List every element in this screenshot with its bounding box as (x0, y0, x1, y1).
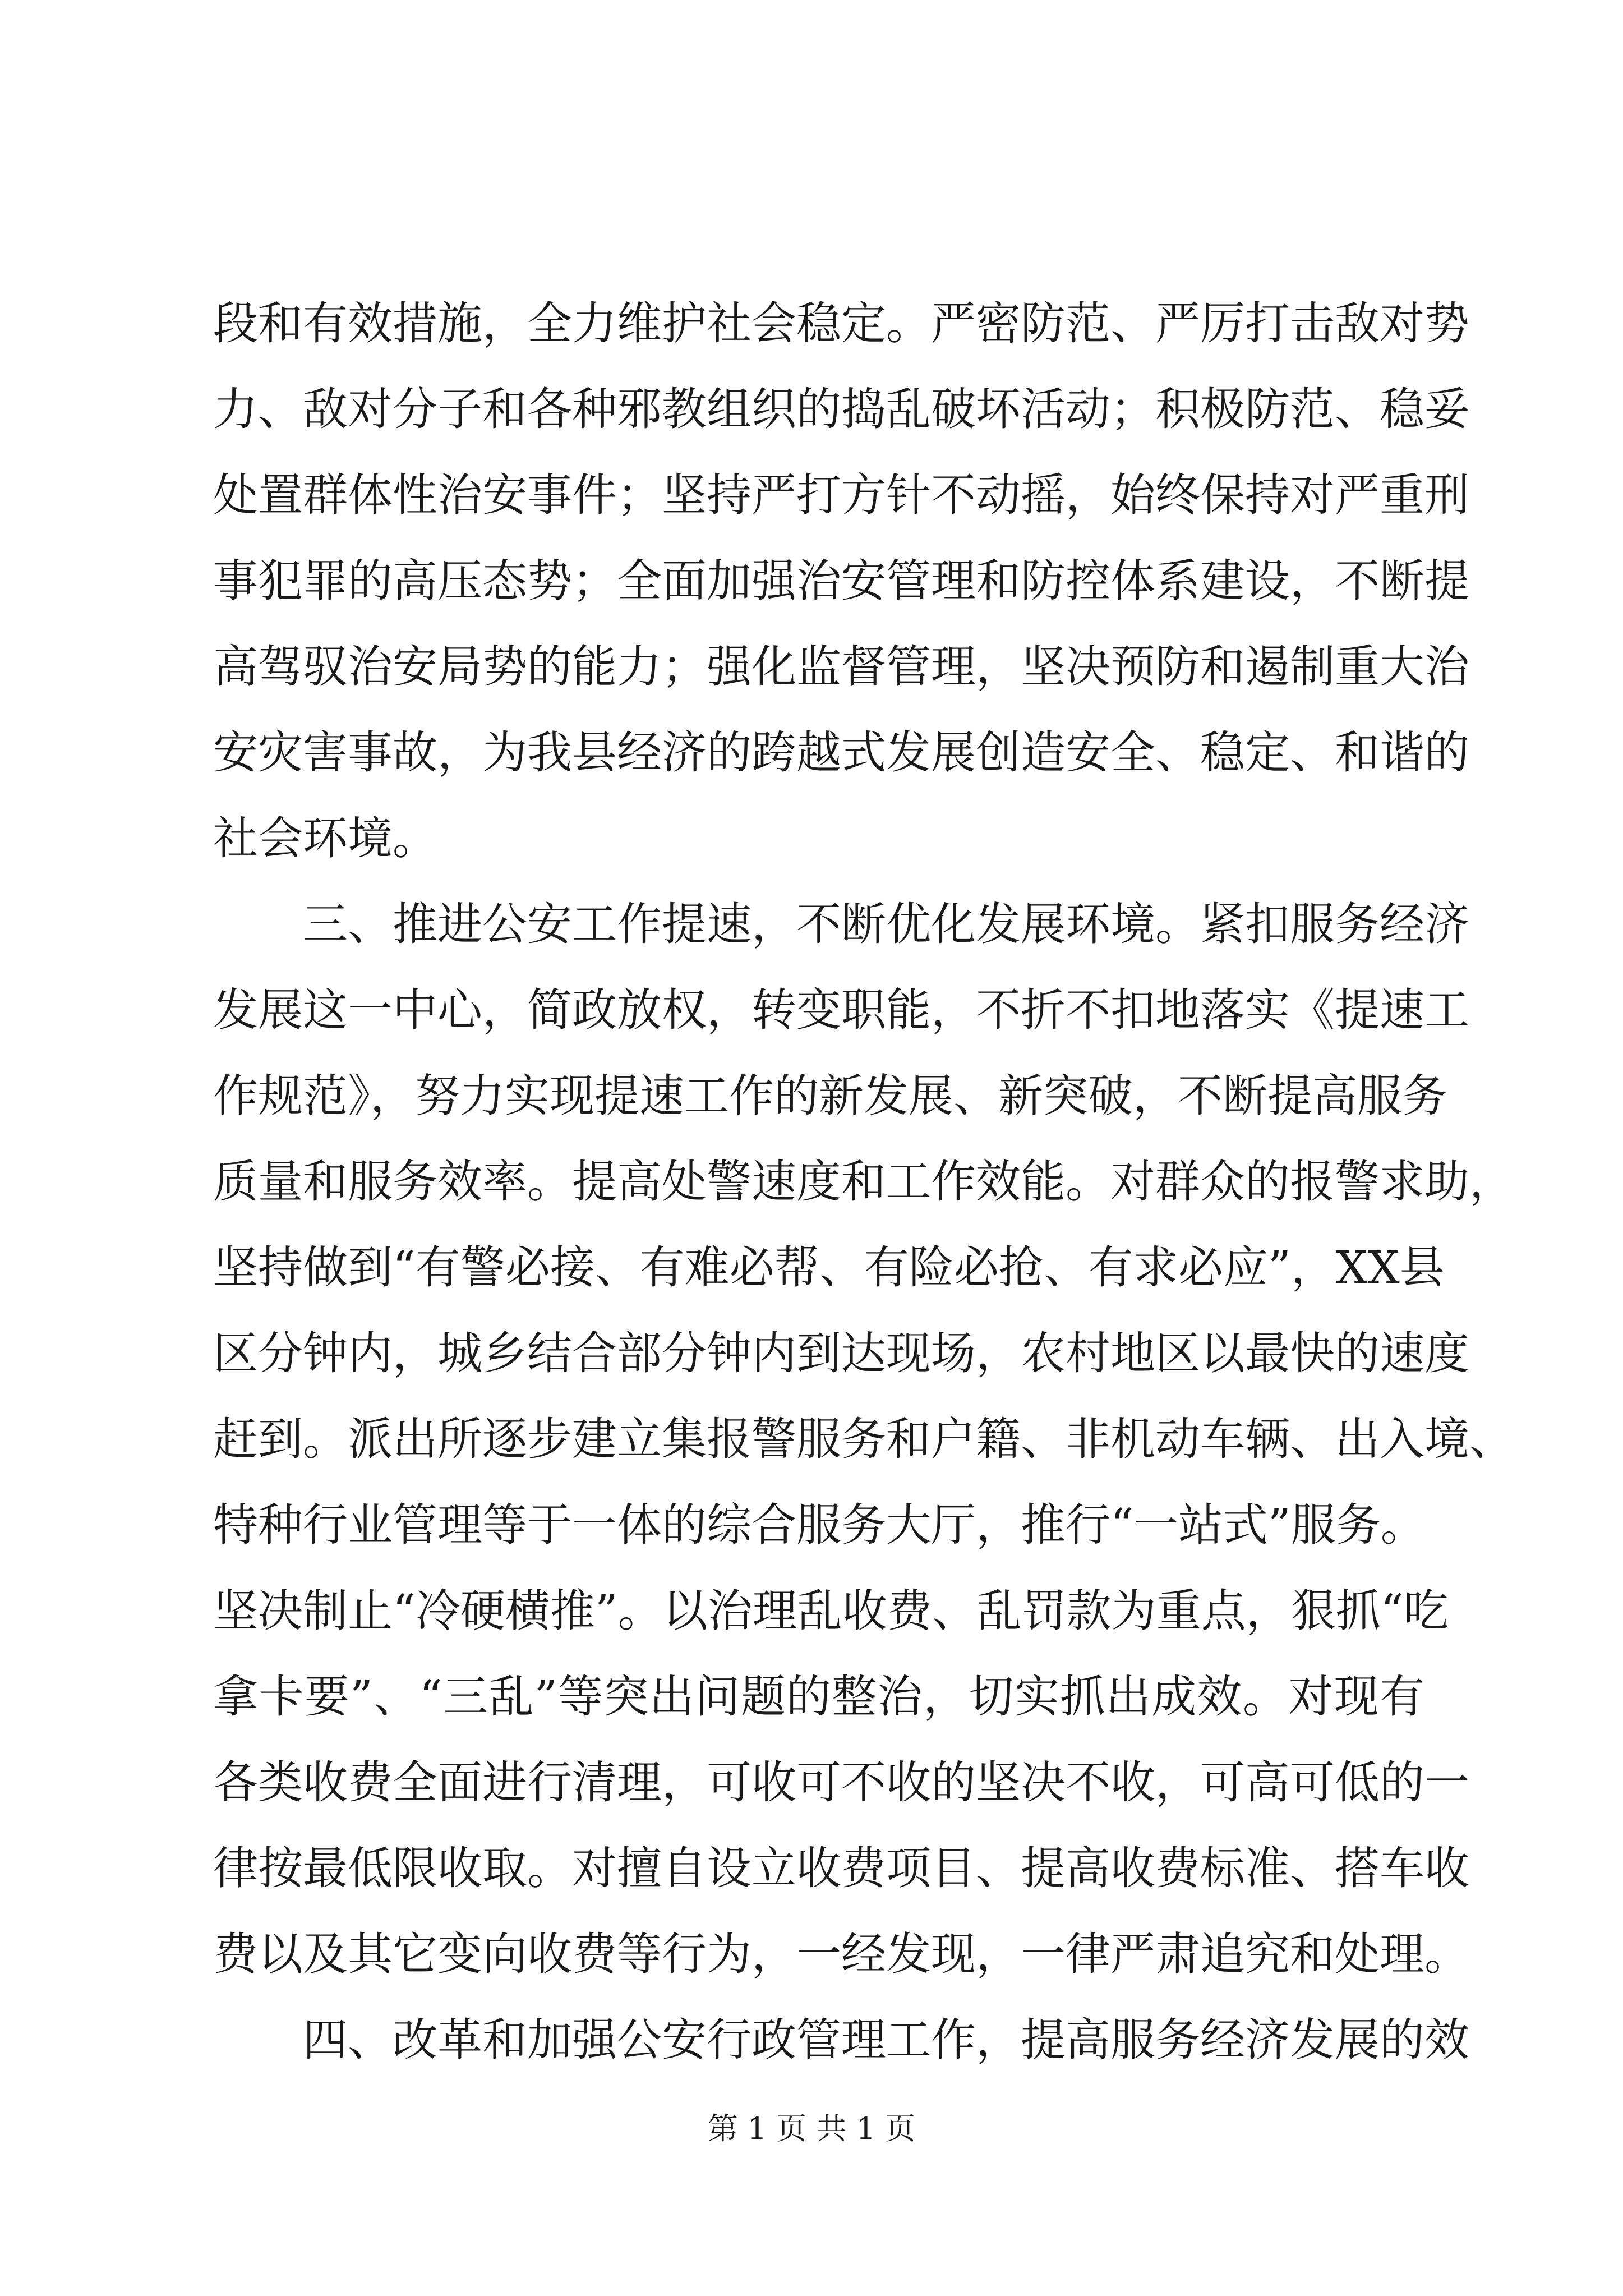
paragraph-2-line-10: 拿卡要”、“三乱”等突出问题的整治，切实抓出成效。对现有 (213, 1671, 1424, 1723)
paragraph-2-line-6: 区分钟内，城乡结合部分钟内到达现场，农村地区以最快的速度 (213, 1327, 1469, 1379)
paragraph-2-line-11: 各类收费全面进行清理，可收可不收的坚决不收，可高可低的一 (213, 1756, 1469, 1809)
paragraph-1-line-1: 段和有效措施，全力维护社会稳定。严密防范、严厉打击敌对势 (213, 297, 1469, 349)
paragraph-1-line-5: 高驾驭治安局势的能力；强化监督管理，坚决预防和遏制重大治 (213, 641, 1469, 693)
paragraph-2-line-4: 质量和服务效率。提高处警速度和工作效能。对群众的报警求助， (213, 1156, 1514, 1208)
paragraph-3-line-1: 四、改革和加强公安行政管理工作，提高服务经济发展的效 (303, 2014, 1469, 2066)
paragraph-2-line-1: 三、推进公安工作提速，不断优化发展环境。紧扣服务经济 (303, 898, 1469, 950)
paragraph-1-line-2: 力、敌对分子和各种邪教组织的捣乱破坏活动；积极防范、稳妥 (213, 383, 1469, 435)
paragraph-2-line-8: 特种行业管理等于一体的综合服务大厅，推行“一站式”服务。 (213, 1499, 1426, 1551)
document-body (213, 280, 1514, 2083)
paragraph-2-line-9: 坚决制止“冷硬横推”。以治理乱收费、乱罚款为重点，狠抓“吃 (213, 1585, 1449, 1637)
paragraph-2-line-13: 费以及其它变向收费等行为，一经发现，一律严肃追究和处理。 (213, 1928, 1469, 1980)
page-number-footer: 第 1 页 共 1 页 (707, 2111, 916, 2146)
paragraph-1-line-3: 处置群体性治安事件；坚持严打方针不动摇，始终保持对严重刑 (213, 469, 1469, 521)
paragraph-1-line-7: 社会环境。 (213, 812, 437, 864)
paragraph-1-line-6: 安灾害事故，为我县经济的跨越式发展创造安全、稳定、和谐的 (213, 726, 1469, 779)
paragraph-2-line-7: 赶到。派出所逐步建立集报警服务和户籍、非机动车辆、出入境、 (213, 1413, 1514, 1465)
paragraph-2-line-5: 坚持做到“有警必接、有难必帮、有险必抢、有求必应”，XX县 (213, 1241, 1445, 1294)
paragraph-1-line-4: 事犯罪的高压态势；全面加强治安管理和防控体系建设，不断提 (213, 555, 1469, 607)
paragraph-2-line-3: 作规范》，努力实现提速工作的新发展、新突破，不断提高服务 (213, 1070, 1447, 1122)
paragraph-2-line-2: 发展这一中心，简政放权，转变职能，不折不扣地落实《提速工 (213, 984, 1469, 1036)
paragraph-2-line-12: 律按最低限收取。对擅自设立收费项目、提高收费标准、搭车收 (213, 1842, 1469, 1894)
